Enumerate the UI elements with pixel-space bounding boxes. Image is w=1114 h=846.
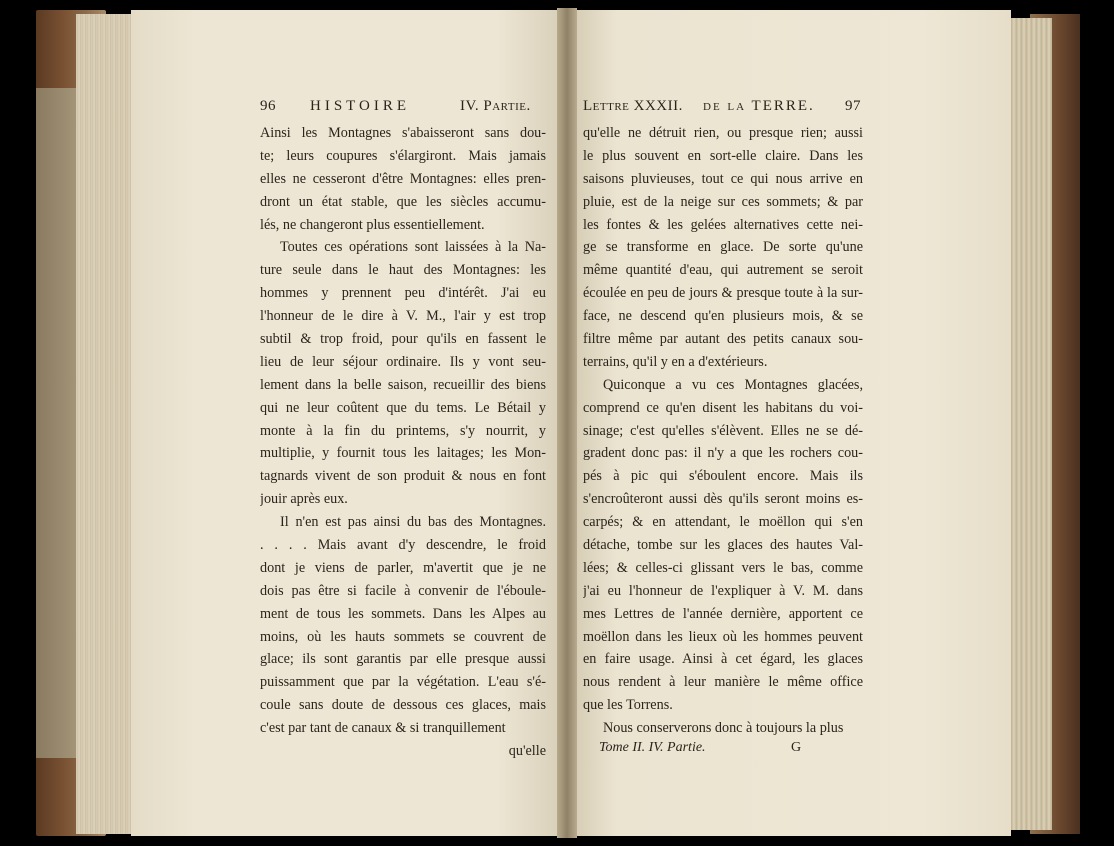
text-line: même quantité d'eau, qui autrement se seroit [583,262,863,279]
text-line: détache, tombe sur les glaces des hautes Val- [583,537,863,554]
text-line: lés, ne changeront plus essentiellement. [260,216,485,233]
text-line: carpés; & en attendant, le moëllon qui s'en [583,514,863,531]
text-line: terrains, qu'il y en a d'extérieurs. [583,353,768,370]
text-line: hommes y prennent peu d'intérêt. J'ai eu [260,285,546,302]
text-line: dont je viens de parler, m'avertit que je ne [260,559,546,576]
text-line: te; leurs coupures s'élargiront. Mais jamais [260,147,546,164]
section-label: IV. Partie. [460,98,531,114]
volume-signature: Tome II. IV. Partie. [599,740,706,756]
text-line: nous rendent à leur manière le même office [583,674,863,691]
text-line: comprend ce qu'en disent les habitans du voi- [583,399,863,416]
left-page-body [260,122,546,740]
text-line: pés à pic qui s'éboulent encore. Mais ils [583,468,863,485]
text-line: moëllon dans les lieux où les hommes peuvent [583,628,863,645]
left-page-header [260,98,546,122]
text-line: lées; & celles-ci glissant vers le bas, comme [583,559,863,576]
text-line: en faire usage. Ainsi à cet égard, les glaces [583,651,863,668]
text-line: Ainsi les Montagnes s'abaisseront sans dou- [260,125,546,141]
text-line: filtre même par autant des petits canaux sou- [583,331,863,348]
text-line: qu'elle ne détruit rien, ou presque rien; aussi [583,125,863,141]
text-line: dront un état stable, que les siècles accumu- [260,193,546,210]
text-line: ture seule dans le haut des Montagnes: les [260,262,546,279]
running-title: de la TERRE. [703,98,815,114]
text-line: . . . . Mais avant d'y descendre, le froid [260,537,546,554]
right-page-body [583,122,863,740]
text-line: mes Lettres de l'année dernière, apportent ce [583,605,863,622]
text-line: j'ai eu l'honneur de l'expliquer à V. M. dans [583,582,863,599]
text-line: gradent donc pas: il n'y a que les rochers cou- [583,445,863,462]
text-line: dois pas être si facile à convenir de l'éboule- [260,582,546,599]
text-line: les fontes & les gelées alternatives cette nei- [583,216,863,233]
text-line: qui ne leur coûtent que du tems. Le Bétail y [260,399,546,416]
right-page-header [583,98,863,122]
text-line: puissamment que par la végétation. L'eau s'é- [260,674,546,691]
text-line: saisons pluvieuses, tout ce qui nous arrive en [583,170,863,187]
text-line: monte à la fin du printems, s'y nourrit, y [260,422,546,439]
text-line: ment de tous les sommets. Dans les Alpes au [260,605,546,622]
text-line: tagnards vivent de son produit & nous en font [260,468,546,485]
signature-line [583,740,863,762]
text-line: subtil & trop froid, pour qu'ils en fassent le [260,331,546,348]
text-line: lieu de leur séjour ordinaire. Ils y vont seu- [260,353,546,370]
text-line: sinage; c'est qu'elles s'élèvent. Elles ne se dé- [583,422,863,439]
text-line: elles ne cesseront d'être Montagnes: elles pren- [260,170,546,187]
text-line: que les Torrens. [583,697,673,714]
text-line: glace; ils sont garantis par elle presque aussi [260,651,546,668]
text-line: Nous conserverons donc à toujours la plus [603,720,844,737]
text-line: face, ne descend qu'en plusieurs mois, & se [583,308,863,325]
text-line: l'honneur de le dire à V. M., l'air y est trop [260,308,546,325]
page-number: 97 [845,98,861,114]
book-gutter [557,8,577,838]
open-book [36,8,1080,838]
left-page-text [260,98,546,763]
text-line: moins, où les hauts sommets se couvrent de [260,628,546,645]
text-line: coule sans doute de dessous ces glaces, mais [260,697,546,714]
text-line: écoulée en peu de jours & presque toute à la sur- [583,285,863,302]
running-title: HISTOIRE [310,98,411,114]
text-line: pluie, est de la neige sur ces sommets; & par [583,193,863,210]
signature-mark: G [791,740,802,756]
catchword: qu'elle [508,743,546,760]
text-line: s'encroûteront aussi dès qu'ils seront moins es- [583,491,863,508]
text-line: le plus souvent en sort-elle claire. Dans les [583,147,863,164]
page-number: 96 [260,98,276,114]
text-line: c'est par tant de canaux & si tranquillement [260,720,506,737]
text-line: Toutes ces opérations sont laissées à la Na- [280,239,546,256]
text-line: multiplie, y fournit tous les laitages; les Mon- [260,445,546,462]
text-line: Il n'en est pas ainsi du bas des Montagnes. [280,514,546,531]
text-line: jouir après eux. [260,491,348,508]
text-line: lement dans la belle saison, recueillir des biens [260,376,546,393]
text-line: ge se transforme en glace. De sorte qu'une [583,239,863,256]
text-line: Quiconque a vu ces Montagnes glacées, [603,376,863,393]
letter-label: Lettre XXXII. [583,98,683,114]
right-page-text [583,98,863,762]
